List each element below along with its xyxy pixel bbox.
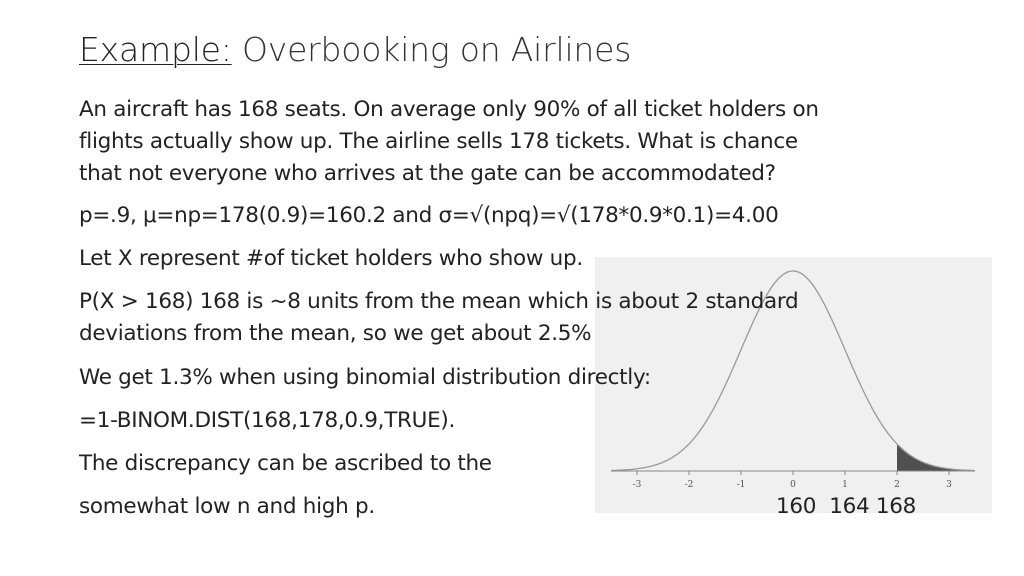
binomial-text: We get 1.3% when using binomial distribution directly: <box>79 365 651 390</box>
problem-line: An aircraft has 168 seats. On average only 90% of all ticket holders on <box>79 97 819 122</box>
x-tick-label: -3 <box>632 480 642 490</box>
discrepancy-text-continued: somewhat low n and high p. <box>79 494 375 519</box>
define-x-text: Let X represent #of ticket holders who show up. <box>79 246 583 271</box>
x-values-caption: 160 164 168 <box>776 494 917 519</box>
probability-line: deviations from the mean, so we get about 2.5% <box>79 321 592 346</box>
discrepancy-text: The discrepancy can be ascribed to the <box>79 451 492 476</box>
problem-line: that not everyone who arrives at the gate can be accommodated? <box>79 161 776 186</box>
x-tick-label: 0 <box>790 480 796 490</box>
probability-line: P(X > 168) 168 is ~8 units from the mean which is about 2 standard <box>79 289 799 314</box>
problem-line: flights actually show up. The airline sells 178 tickets. What is chance <box>79 129 798 154</box>
x-tick-label: 1 <box>842 480 848 490</box>
x-tick-label: -1 <box>736 480 746 490</box>
binomial-formula: =1-BINOM.DIST(168,178,0.9,TRUE). <box>79 408 456 433</box>
x-tick-label: -2 <box>684 480 694 490</box>
probability-paragraph <box>79 286 798 350</box>
title-rest: Overbooking on Airlines <box>231 30 632 69</box>
title-lead: Example: <box>79 30 232 69</box>
x-tick-label: 2 <box>894 480 900 490</box>
problem-paragraph <box>79 94 819 190</box>
x-tick-label: 3 <box>946 480 952 490</box>
slide-title <box>79 30 631 69</box>
mean-sd-formula: p=.9, μ=np=178(0.9)=160.2 and σ=√(npq)=√(178*0.9*0.1)=4.00 <box>79 203 779 228</box>
